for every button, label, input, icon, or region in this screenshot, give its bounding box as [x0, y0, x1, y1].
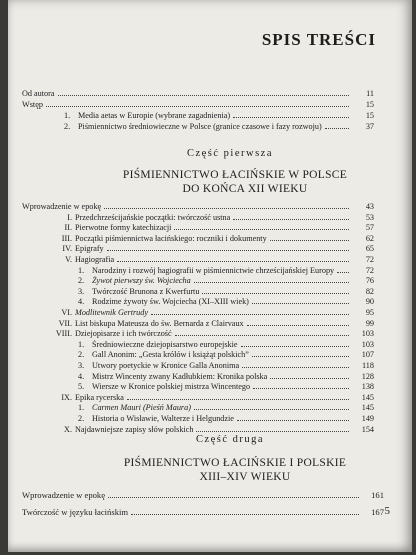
toc-entry-od-autora [22, 88, 374, 98]
dot-leader [104, 201, 349, 209]
toc-entry [78, 371, 374, 381]
dot-leader [241, 339, 349, 347]
toc-entry-page: 90 [365, 297, 374, 306]
toc-entry [78, 286, 374, 296]
toc-entry-number: 1. [78, 403, 85, 412]
dot-leader [131, 507, 359, 515]
toc-entry-number: 2. [78, 414, 85, 423]
toc-entry-page: 62 [365, 234, 374, 243]
toc-entry-number: 3. [78, 287, 85, 296]
toc-entry-number: VIII. [55, 329, 72, 338]
toc-entry [78, 402, 374, 412]
toc-entry-text: Przedchrześcijańskie początki: twórczość ustna [75, 213, 231, 222]
toc-entry [78, 349, 374, 359]
toc-entry [78, 360, 374, 370]
toc-entry-page: 53 [365, 213, 374, 222]
toc-entry [78, 413, 374, 423]
toc-entry [22, 328, 374, 338]
toc-entry-page: 57 [365, 223, 374, 232]
part-one-title-line2: DO KOŃCA XII WIEKU [182, 183, 308, 195]
page-title: SPIS TREŚCI [261, 30, 376, 49]
toc-entry-text: Najdawniejsze zapisy słów polskich [75, 425, 194, 434]
toc-entry-text: Epika rycerska [75, 393, 124, 402]
toc-entry-text: Od autora [22, 89, 55, 98]
dot-leader [252, 296, 349, 304]
toc-entry-text: Hagiografia [75, 255, 115, 264]
toc-entry-text: Dziejopisarze i ich twórczość [75, 329, 172, 338]
toc-entry [22, 243, 374, 253]
dot-leader [242, 360, 349, 368]
toc-entry-text: Epigrafy [75, 244, 104, 253]
toc-entry [22, 392, 374, 402]
toc-entry-text: Media aetas w Europie (wybrane zagadnienia) [78, 111, 231, 120]
toc-entry-number: VI. [61, 308, 72, 317]
toc-entry-number: 2. [78, 350, 85, 359]
toc-entry-number: IX. [61, 393, 72, 402]
toc-entry-text: Gall Anonim: „Gesta królów i książąt polskich” [92, 350, 249, 359]
toc-entry-text: Wiersze w Kronice polskiej mistrza Wincentego [92, 382, 251, 391]
toc-entry-number: 3. [78, 361, 85, 370]
dot-leader [151, 307, 349, 315]
dot-leader [46, 99, 349, 107]
toc-entry-page: 138 [361, 382, 374, 391]
toc-entry-page: 72 [365, 255, 374, 264]
toc-entry-page: 43 [365, 202, 374, 211]
toc-entry [22, 254, 374, 264]
dot-leader [252, 349, 349, 357]
toc-entry-number: 5. [78, 382, 85, 391]
dot-leader [194, 275, 349, 283]
dot-leader [107, 243, 349, 251]
dot-leader [174, 222, 349, 230]
toc-entry [78, 381, 374, 391]
toc-entry-number: 4. [78, 297, 85, 306]
part-two-title-line1: PIŚMIENNICTWO ŁACIŃSKIE I POLSKIE [123, 457, 347, 469]
toc-entry-page: 103 [361, 340, 374, 349]
toc-entry-page: 167 [371, 507, 384, 517]
toc-entry-text: Średniowieczne dziejopisarstwo europejskie [92, 340, 238, 349]
toc-entry-page: 95 [365, 308, 374, 317]
toc-entry [22, 212, 374, 222]
toc-entry-text: List biskupa Mateusza do św. Bernarda z Clairvaux [75, 319, 244, 328]
toc-entry-page: 65 [365, 244, 374, 253]
toc-entry-number: VII. [58, 319, 72, 328]
dot-leader [247, 318, 349, 326]
dot-leader [270, 371, 349, 379]
toc-entry [22, 201, 374, 211]
toc-entry-text: Carmen Mauri (Pieśń Maura) [92, 403, 191, 412]
part-two-title-line2: XIII–XIV WIEKU [199, 471, 291, 483]
part-one-title-line1: PIŚMIENNICTWO ŁACIŃSKIE W POLSCE [122, 169, 348, 181]
toc-entry-number: 1. [78, 340, 85, 349]
toc-entry-text: Piśmiennictwo średniowieczne w Polsce (granice czasowe i fazy rozwoju) [78, 122, 322, 131]
dot-leader [117, 254, 349, 262]
toc-entry [78, 339, 374, 349]
toc-entry [22, 318, 374, 328]
page-number: 5 [384, 505, 390, 517]
dot-leader [237, 413, 349, 421]
toc-entry [78, 275, 374, 285]
toc-entry-number: 2. [64, 122, 71, 131]
toc-entry-page: 145 [361, 403, 374, 412]
toc-entry-text: Modlitewnik Gertrudy [75, 308, 148, 317]
toc-entry-media-aetas [64, 110, 374, 120]
toc-entry-text: Mistrz Wincenty zwany Kadłubkiem: Kronika polska [92, 372, 268, 381]
dot-leader [127, 392, 349, 400]
toc-entry-page: 15 [365, 111, 374, 120]
toc-entry-number: 4. [78, 372, 85, 381]
toc-entry-number: IV. [62, 244, 72, 253]
toc-entry-page: 15 [365, 100, 374, 109]
toc-entry-page: 72 [365, 266, 374, 275]
toc-entry-page: 128 [361, 372, 374, 381]
dot-leader [233, 110, 349, 118]
toc-entry-text: Początki piśmiennictwa łacińskiego: roczniki i dokumenty [75, 234, 267, 243]
dot-leader [175, 328, 349, 336]
toc-entry-pismiennictwo [64, 121, 374, 131]
toc-entry-text: Utwory poetyckie w Kronice Galla Anonima [92, 361, 240, 370]
part-one-label: Część pierwsza [186, 148, 273, 159]
toc-entry-number: X. [64, 425, 72, 434]
dot-leader [253, 381, 349, 389]
toc-entry-page: 37 [365, 122, 374, 131]
dot-leader [270, 233, 349, 241]
toc-entry-number: 1. [64, 111, 71, 120]
toc-entry-number: I. [67, 213, 72, 222]
dot-leader [233, 212, 349, 220]
toc-entry-text: Wprowadzenie w epokę [22, 490, 106, 500]
dot-leader [202, 286, 349, 294]
dot-leader [58, 88, 349, 96]
toc-entry-text: Twórczość w języku łacińskim [22, 507, 129, 517]
toc-entry-text: Twórczość Brunona z Kwerfurtu [92, 287, 200, 296]
toc-entry-wprowadzenie-2 [22, 490, 384, 500]
toc-entry-page: 161 [371, 490, 384, 500]
toc-entry-page: 11 [366, 89, 374, 98]
toc-entry-number: 1. [78, 266, 85, 275]
toc-entry-page: 103 [361, 329, 374, 338]
toc-entry-text: Rodzime żywoty św. Wojciecha (XI–XIII wiek) [92, 297, 249, 306]
toc-entry-text: Wstęp [22, 100, 43, 109]
toc-entry-text: Historia o Wisławie, Walterze i Helgundzie [92, 414, 234, 423]
toc-entry [78, 265, 374, 275]
toc-entry [22, 222, 374, 232]
toc-entry-number: 2. [78, 276, 85, 285]
dot-leader [325, 121, 349, 129]
toc-entry [78, 296, 374, 306]
toc-entry [22, 424, 374, 434]
toc-entry [22, 233, 374, 243]
toc-entry-page: 82 [365, 287, 374, 296]
toc-entry-page: 145 [361, 393, 374, 402]
toc-entry-page: 149 [361, 414, 374, 423]
book-page [8, 0, 412, 552]
toc-entry-text: Wprowadzenie w epokę [22, 202, 102, 211]
toc-entry-number: II. [64, 223, 72, 232]
toc-entry-text: Pierwotne formy katechizacji [75, 223, 172, 232]
toc-entry-page: 118 [362, 361, 374, 370]
toc-entry-text: Narodziny i rozwój hagiografii w piśmiennictwie chrześcijańskiej Europy [92, 266, 335, 275]
toc-entry [22, 307, 374, 317]
dot-leader [337, 265, 349, 273]
toc-entry-page: 99 [365, 319, 374, 328]
dot-leader [196, 424, 349, 432]
toc-entry-page: 107 [361, 350, 374, 359]
dot-leader [108, 490, 359, 498]
toc-entry-tworczosc-lacinska [22, 507, 384, 517]
toc-entry-number: V. [65, 255, 72, 264]
toc-entry-wstep [22, 99, 374, 109]
toc-entry-page: 76 [365, 276, 374, 285]
dot-leader [194, 402, 349, 410]
toc-entry-text: Żywot pierwszy św. Wojciecha [92, 276, 191, 285]
toc-entry-number: III. [61, 234, 72, 243]
part-two-label: Część druga [195, 434, 265, 445]
toc-entry-page: 154 [361, 425, 374, 434]
